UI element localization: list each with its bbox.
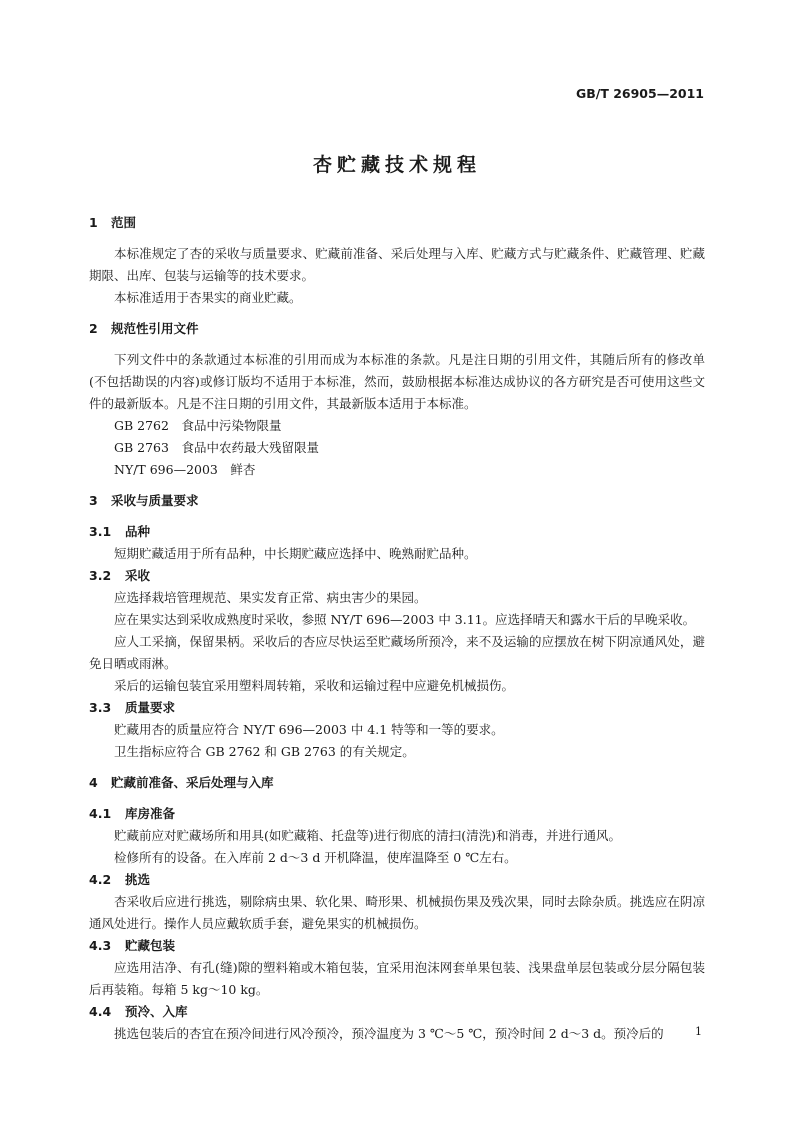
section-title: 贮藏前准备、采后处理与入库	[111, 775, 274, 790]
paragraph: 应人工采摘，保留果柄。采收后的杏应尽快运至贮藏场所预冷，来不及运输的应摆放在树下阴凉通风处，避免日晒或雨淋。	[89, 634, 705, 671]
subsection-4-2-heading	[89, 869, 705, 891]
subsection-number: 4.4	[89, 1004, 112, 1019]
paragraph: 下列文件中的条款通过本标准的引用而成为本标准的条款。凡是注日期的引用文件，其随后所有的修改单(不包括勘误的内容)或修订版均不适用于本标准，然而，鼓励根据本标准达成协议的各方研究是否可使用这些文件的最新版本。凡是不注日期的引用文件，其最新版本适用于本标准。	[89, 352, 705, 411]
paragraph: 本标准适用于杏果实的商业贮藏。	[114, 290, 302, 305]
section-number: 2	[89, 321, 98, 336]
subsection-number: 3.2	[89, 568, 112, 583]
section-number: 1	[89, 215, 98, 230]
section-title: 规范性引用文件	[111, 321, 199, 336]
subsection-3-2-heading	[89, 565, 705, 587]
reference-item: GB 2762 食品中污染物限量	[114, 418, 282, 433]
paragraph: 短期贮藏适用于所有品种，中长期贮藏应选择中、晚熟耐贮品种。	[114, 546, 477, 561]
paragraph: 应选用洁净、有孔(缝)隙的塑料箱或木箱包装，宜采用泡沫网套单果包装、浅果盘单层包装或分层分隔包装后再装箱。每箱 5 kg～10 kg。	[89, 960, 705, 997]
section-4-heading	[89, 772, 705, 794]
paragraph: 杏采收后应进行挑选，剔除病虫果、软化果、畸形果、机械损伤果及残次果，同时去除杂质。挑选应在阴凉通风处进行。操作人员应戴软质手套，避免果实的机械损伤。	[89, 894, 705, 931]
document-title: 杏贮藏技术规程	[312, 154, 481, 176]
subsection-title: 采收	[125, 568, 151, 583]
section-3-heading	[89, 490, 705, 512]
subsection-4-3-heading	[89, 935, 705, 957]
subsection-title: 库房准备	[125, 806, 176, 821]
subsection-3-3-heading	[89, 697, 705, 719]
paragraph: 采后的运输包装宜采用塑料周转箱，采收和运输过程中应避免机械损伤。	[114, 678, 515, 693]
paragraph: 挑选包装后的杏宜在预冷间进行风冷预冷，预冷温度为 3 ℃～5 ℃，预冷时间 2 d～3 d。预冷后的	[114, 1026, 664, 1041]
paragraph: 检修所有的设备。在入库前 2 d～3 d 开机降温，使库温降至 0 ℃左右。	[114, 850, 517, 865]
subsection-number: 3.3	[89, 700, 112, 715]
paragraph: 应选择栽培管理规范、果实发育正常、病虫害少的果园。	[114, 590, 427, 605]
paragraph: 应在果实达到采收成熟度时采收，参照 NY/T 696—2003 中 3.11。应选择晴天和露水干后的早晚采收。	[114, 612, 696, 627]
section-number: 4	[89, 775, 98, 790]
document-code: GB/T 26905—2011	[575, 86, 704, 101]
paragraph: 本标准规定了杏的采收与质量要求、贮藏前准备、采后处理与入库、贮藏方式与贮藏条件、贮藏管理、贮藏期限、出库、包装与运输等的技术要求。	[89, 246, 705, 283]
subsection-number: 4.1	[89, 806, 112, 821]
reference-item: NY/T 696—2003 鲜杏	[114, 462, 256, 477]
document-body	[89, 212, 705, 1045]
section-title: 范围	[111, 215, 137, 230]
reference-item: GB 2763 食品中农药最大残留限量	[114, 440, 319, 455]
subsection-number: 4.3	[89, 938, 112, 953]
subsection-4-1-heading	[89, 803, 705, 825]
section-2-heading	[89, 318, 705, 340]
section-1-heading	[89, 212, 705, 234]
subsection-title: 挑选	[125, 872, 151, 887]
section-title: 采收与质量要求	[111, 493, 199, 508]
subsection-title: 贮藏包装	[125, 938, 176, 953]
paragraph: 贮藏用杏的质量应符合 NY/T 696—2003 中 4.1 特等和一等的要求。	[114, 722, 504, 737]
paragraph: 卫生指标应符合 GB 2762 和 GB 2763 的有关规定。	[114, 744, 415, 759]
paragraph: 贮藏前应对贮藏场所和用具(如贮藏箱、托盘等)进行彻底的清扫(清洗)和消毒，并进行通风。	[114, 828, 622, 843]
subsection-number: 4.2	[89, 872, 112, 887]
section-number: 3	[89, 493, 98, 508]
subsection-title: 预冷、入库	[125, 1004, 188, 1019]
subsection-title: 品种	[125, 524, 151, 539]
subsection-3-1-heading	[89, 521, 705, 543]
subsection-4-4-heading	[89, 1001, 705, 1023]
page-number: 1	[695, 1025, 702, 1038]
subsection-title: 质量要求	[125, 700, 176, 715]
subsection-number: 3.1	[89, 524, 112, 539]
